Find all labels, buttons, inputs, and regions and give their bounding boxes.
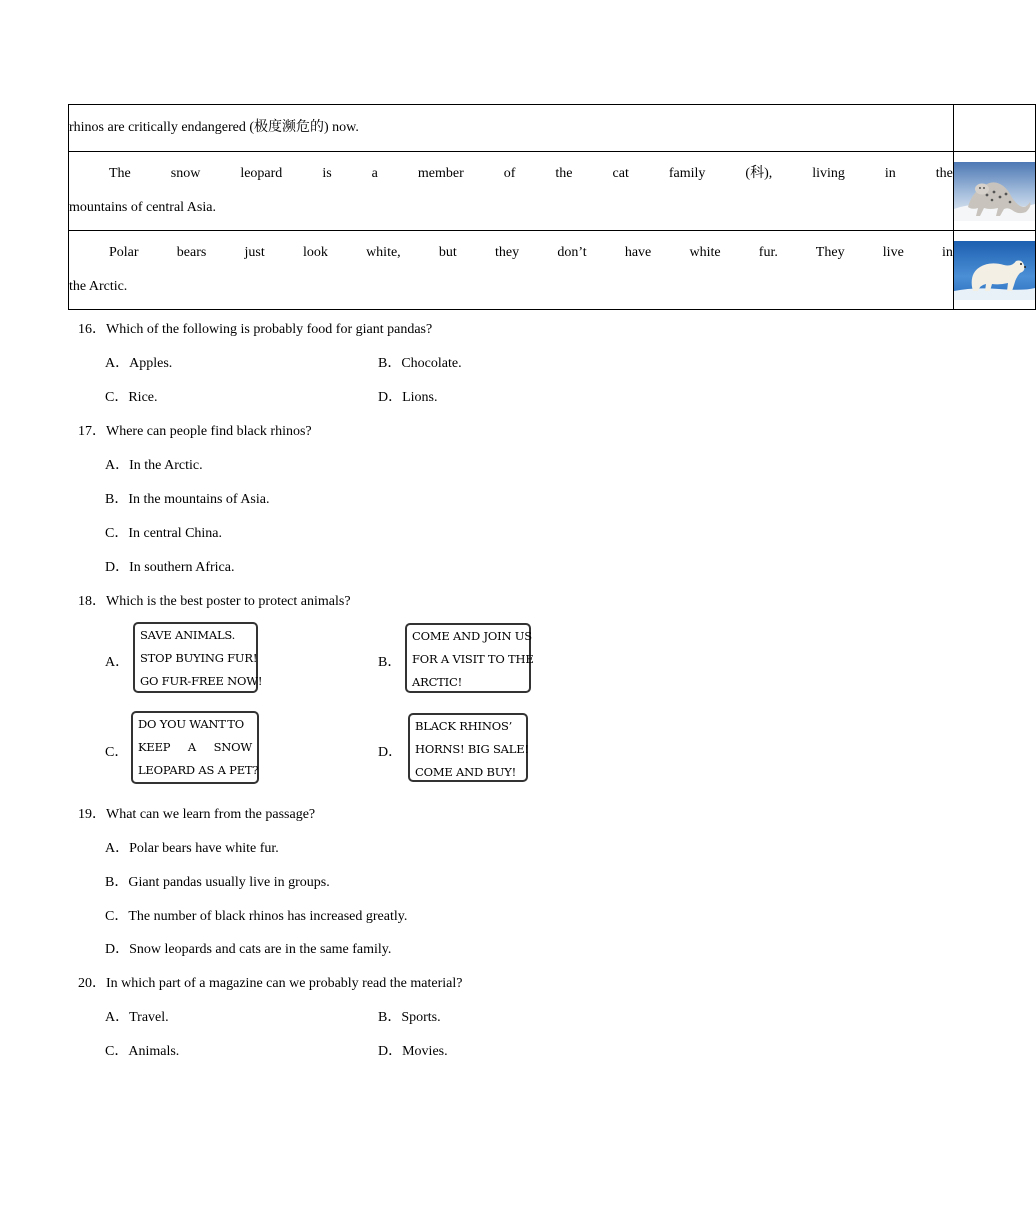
- passage-line: mountains of central Asia.: [69, 200, 216, 215]
- passage-text: [69, 231, 954, 310]
- question-18: 18．Which is the best poster to protect animals?: [78, 594, 351, 609]
- option-b: B．Chocolate.: [378, 356, 462, 371]
- option-a-label: A．: [105, 655, 130, 670]
- option-d: D．In southern Africa.: [105, 560, 235, 575]
- snow-leopard-image-cell: [953, 152, 1035, 231]
- option-a: A．Apples.: [105, 356, 173, 371]
- empty-image-cell: [953, 105, 1035, 152]
- passage-line: Polar bears just look white, but they don’t have white fur. They live in: [109, 245, 953, 260]
- question-19: 19．What can we learn from the passage?: [78, 807, 316, 822]
- poster-d: BLACK RHINOS’ HORNS! BIG SALE! COME AND BUY!: [408, 713, 528, 782]
- option-a: A．In the Arctic.: [105, 458, 203, 473]
- passage-text: [69, 152, 954, 231]
- question-20: 20．In which part of a magazine can we probably read the material?: [78, 976, 463, 991]
- passage-line: the Arctic.: [69, 279, 128, 294]
- option-a: A．Travel.: [105, 1010, 169, 1025]
- question-17: 17．Where can people find black rhinos?: [78, 424, 312, 439]
- option-b: B．In the mountains of Asia.: [105, 492, 270, 507]
- option-b: B．Giant pandas usually live in groups.: [105, 875, 330, 890]
- option-d: D．Movies.: [378, 1044, 448, 1059]
- poster-b: COME AND JOIN US FOR A VISIT TO THE ARCTIC!: [405, 623, 531, 693]
- table-row: [69, 231, 1036, 310]
- poster-a: SAVE ANIMALS. STOP BUYING FUR! GO FUR-FREE NOW!: [133, 622, 258, 693]
- passage-line: The snow leopard is a member of the cat family (科), living in the: [109, 166, 953, 181]
- option-c: C．The number of black rhinos has increased greatly.: [105, 909, 408, 924]
- snow-leopard-icon: [954, 162, 1035, 221]
- passage-text: rhinos are critically endangered (极度濒危的) now.: [69, 105, 954, 152]
- question-16: 16．Which of the following is probably food for giant pandas?: [78, 322, 433, 337]
- option-d-label: D．: [378, 745, 403, 760]
- table-row: [69, 105, 1036, 152]
- polar-bear-icon: [954, 241, 1035, 300]
- table-row: [69, 152, 1036, 231]
- option-c-label: C．: [105, 745, 129, 760]
- polar-bear-image-cell: [953, 231, 1035, 310]
- passage-table: [68, 104, 1036, 310]
- option-d: D．Lions.: [378, 390, 438, 405]
- option-c: C．Animals.: [105, 1044, 180, 1059]
- option-b-label: B．: [378, 655, 402, 670]
- option-c: C．In central China.: [105, 526, 223, 541]
- option-a: A．Polar bears have white fur.: [105, 841, 279, 856]
- poster-c: DO YOU WANT TO KEEP A SNOW LEOPARD AS A PET?: [131, 711, 259, 784]
- option-b: B．Sports.: [378, 1010, 441, 1025]
- option-c: C．Rice.: [105, 390, 158, 405]
- option-d: D．Snow leopards and cats are in the same family.: [105, 942, 392, 957]
